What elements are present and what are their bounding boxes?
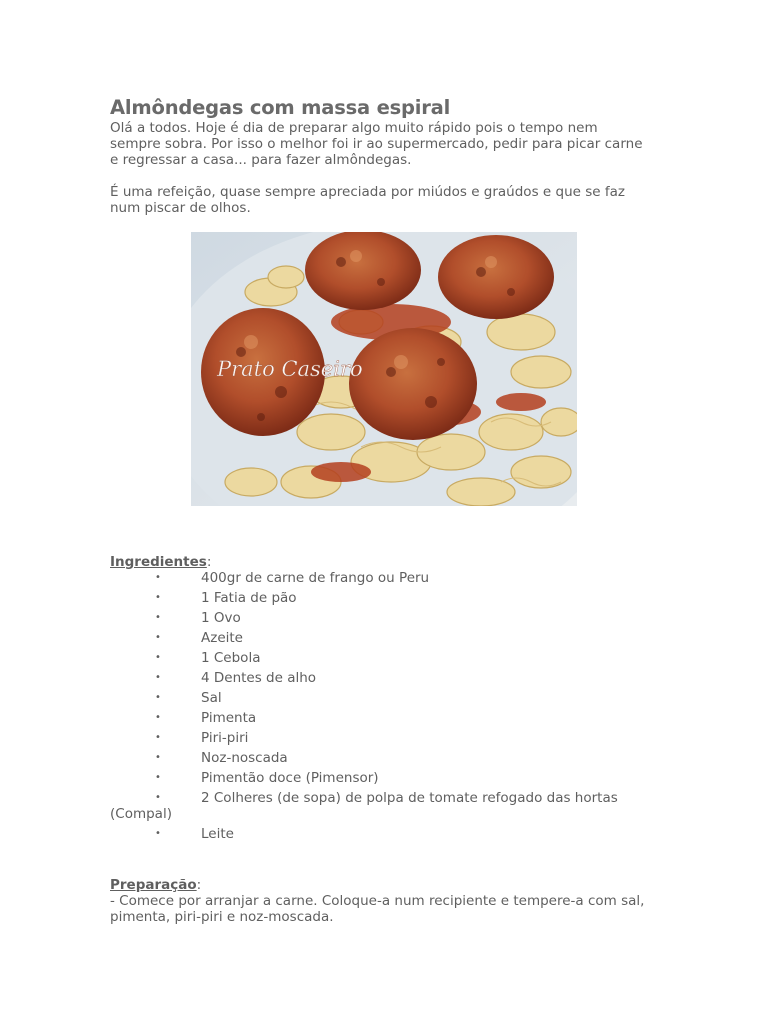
list-item	[110, 790, 650, 822]
meatballs-pasta-image	[191, 232, 577, 506]
bullet-icon: •	[155, 752, 161, 763]
photo-watermark: Prato Caseiro	[217, 357, 363, 381]
ingredients-heading	[110, 554, 650, 570]
intro-paragraph: Olá a todos. Hoje é dia de preparar algo muito rápido pois o tempo nem sempre sobra. Por isso o melhor foi ir ao supermercado, pedir para picar carne e regressar a casa... para fazer almôndegas.	[110, 120, 643, 168]
bullet-icon: •	[155, 732, 161, 743]
list-item	[110, 570, 650, 586]
ingredient-text: Azeite	[201, 630, 243, 646]
bullet-icon: •	[155, 592, 161, 603]
bullet-icon: •	[155, 672, 161, 683]
bullet-icon: •	[155, 652, 161, 663]
ingredients-heading-colon: :	[206, 554, 212, 570]
ingredient-text: 1 Fatia de pão	[201, 590, 297, 606]
recipe-photo	[191, 232, 577, 506]
bullet-icon: •	[155, 612, 161, 623]
preparation-section	[110, 877, 650, 925]
bullet-icon: •	[155, 772, 161, 783]
ingredient-text: 1 Ovo	[201, 610, 241, 626]
list-item	[110, 770, 650, 786]
list-item	[110, 710, 650, 726]
ingredients-heading-label: Ingredientes	[110, 554, 207, 570]
bullet-icon: •	[155, 572, 161, 583]
ingredients-list	[110, 570, 650, 842]
list-item	[110, 610, 650, 626]
list-item	[110, 630, 650, 646]
bullet-icon: •	[155, 828, 161, 839]
ingredient-text: 2 Colheres (de sopa) de polpa de tomate refogado das hortas	[201, 790, 618, 806]
recipe-document	[110, 96, 650, 925]
ingredient-text: Pimentão doce (Pimensor)	[201, 770, 379, 786]
intro-paragraph-2: É uma refeição, quase sempre apreciada por miúdos e graúdos e que se faz num piscar de olhos.	[110, 184, 625, 216]
preparation-heading-label: Preparação	[110, 877, 197, 893]
list-item	[110, 690, 650, 706]
bullet-icon: •	[155, 792, 161, 803]
ingredient-text: Sal	[201, 690, 222, 706]
preparation-heading-colon: :	[196, 877, 202, 893]
list-item	[110, 670, 650, 686]
ingredient-text: 1 Cebola	[201, 650, 261, 666]
ingredient-text: Pimenta	[201, 710, 257, 726]
list-item	[110, 730, 650, 746]
ingredient-text-continued: (Compal)	[110, 806, 172, 822]
ingredient-text: 400gr de carne de frango ou Peru	[201, 570, 430, 586]
list-item	[110, 750, 650, 766]
ingredient-text: Noz-noscada	[201, 750, 288, 766]
list-item	[110, 650, 650, 666]
ingredient-text: Piri-piri	[201, 730, 249, 746]
preparation-text: - Comece por arranjar a carne. Coloque-a num recipiente e tempere-a com sal, pimenta, piri-piri e noz-moscada.	[110, 893, 645, 925]
ingredients-section	[110, 554, 650, 842]
bullet-icon: •	[155, 712, 161, 723]
recipe-title: Almôndegas com massa espiral	[110, 96, 451, 119]
list-item	[110, 590, 650, 606]
preparation-heading	[110, 877, 650, 893]
ingredient-text: 4 Dentes de alho	[201, 670, 317, 686]
ingredient-text: Leite	[201, 826, 234, 842]
bullet-icon: •	[155, 692, 161, 703]
list-item	[110, 826, 650, 842]
bullet-icon: •	[155, 632, 161, 643]
